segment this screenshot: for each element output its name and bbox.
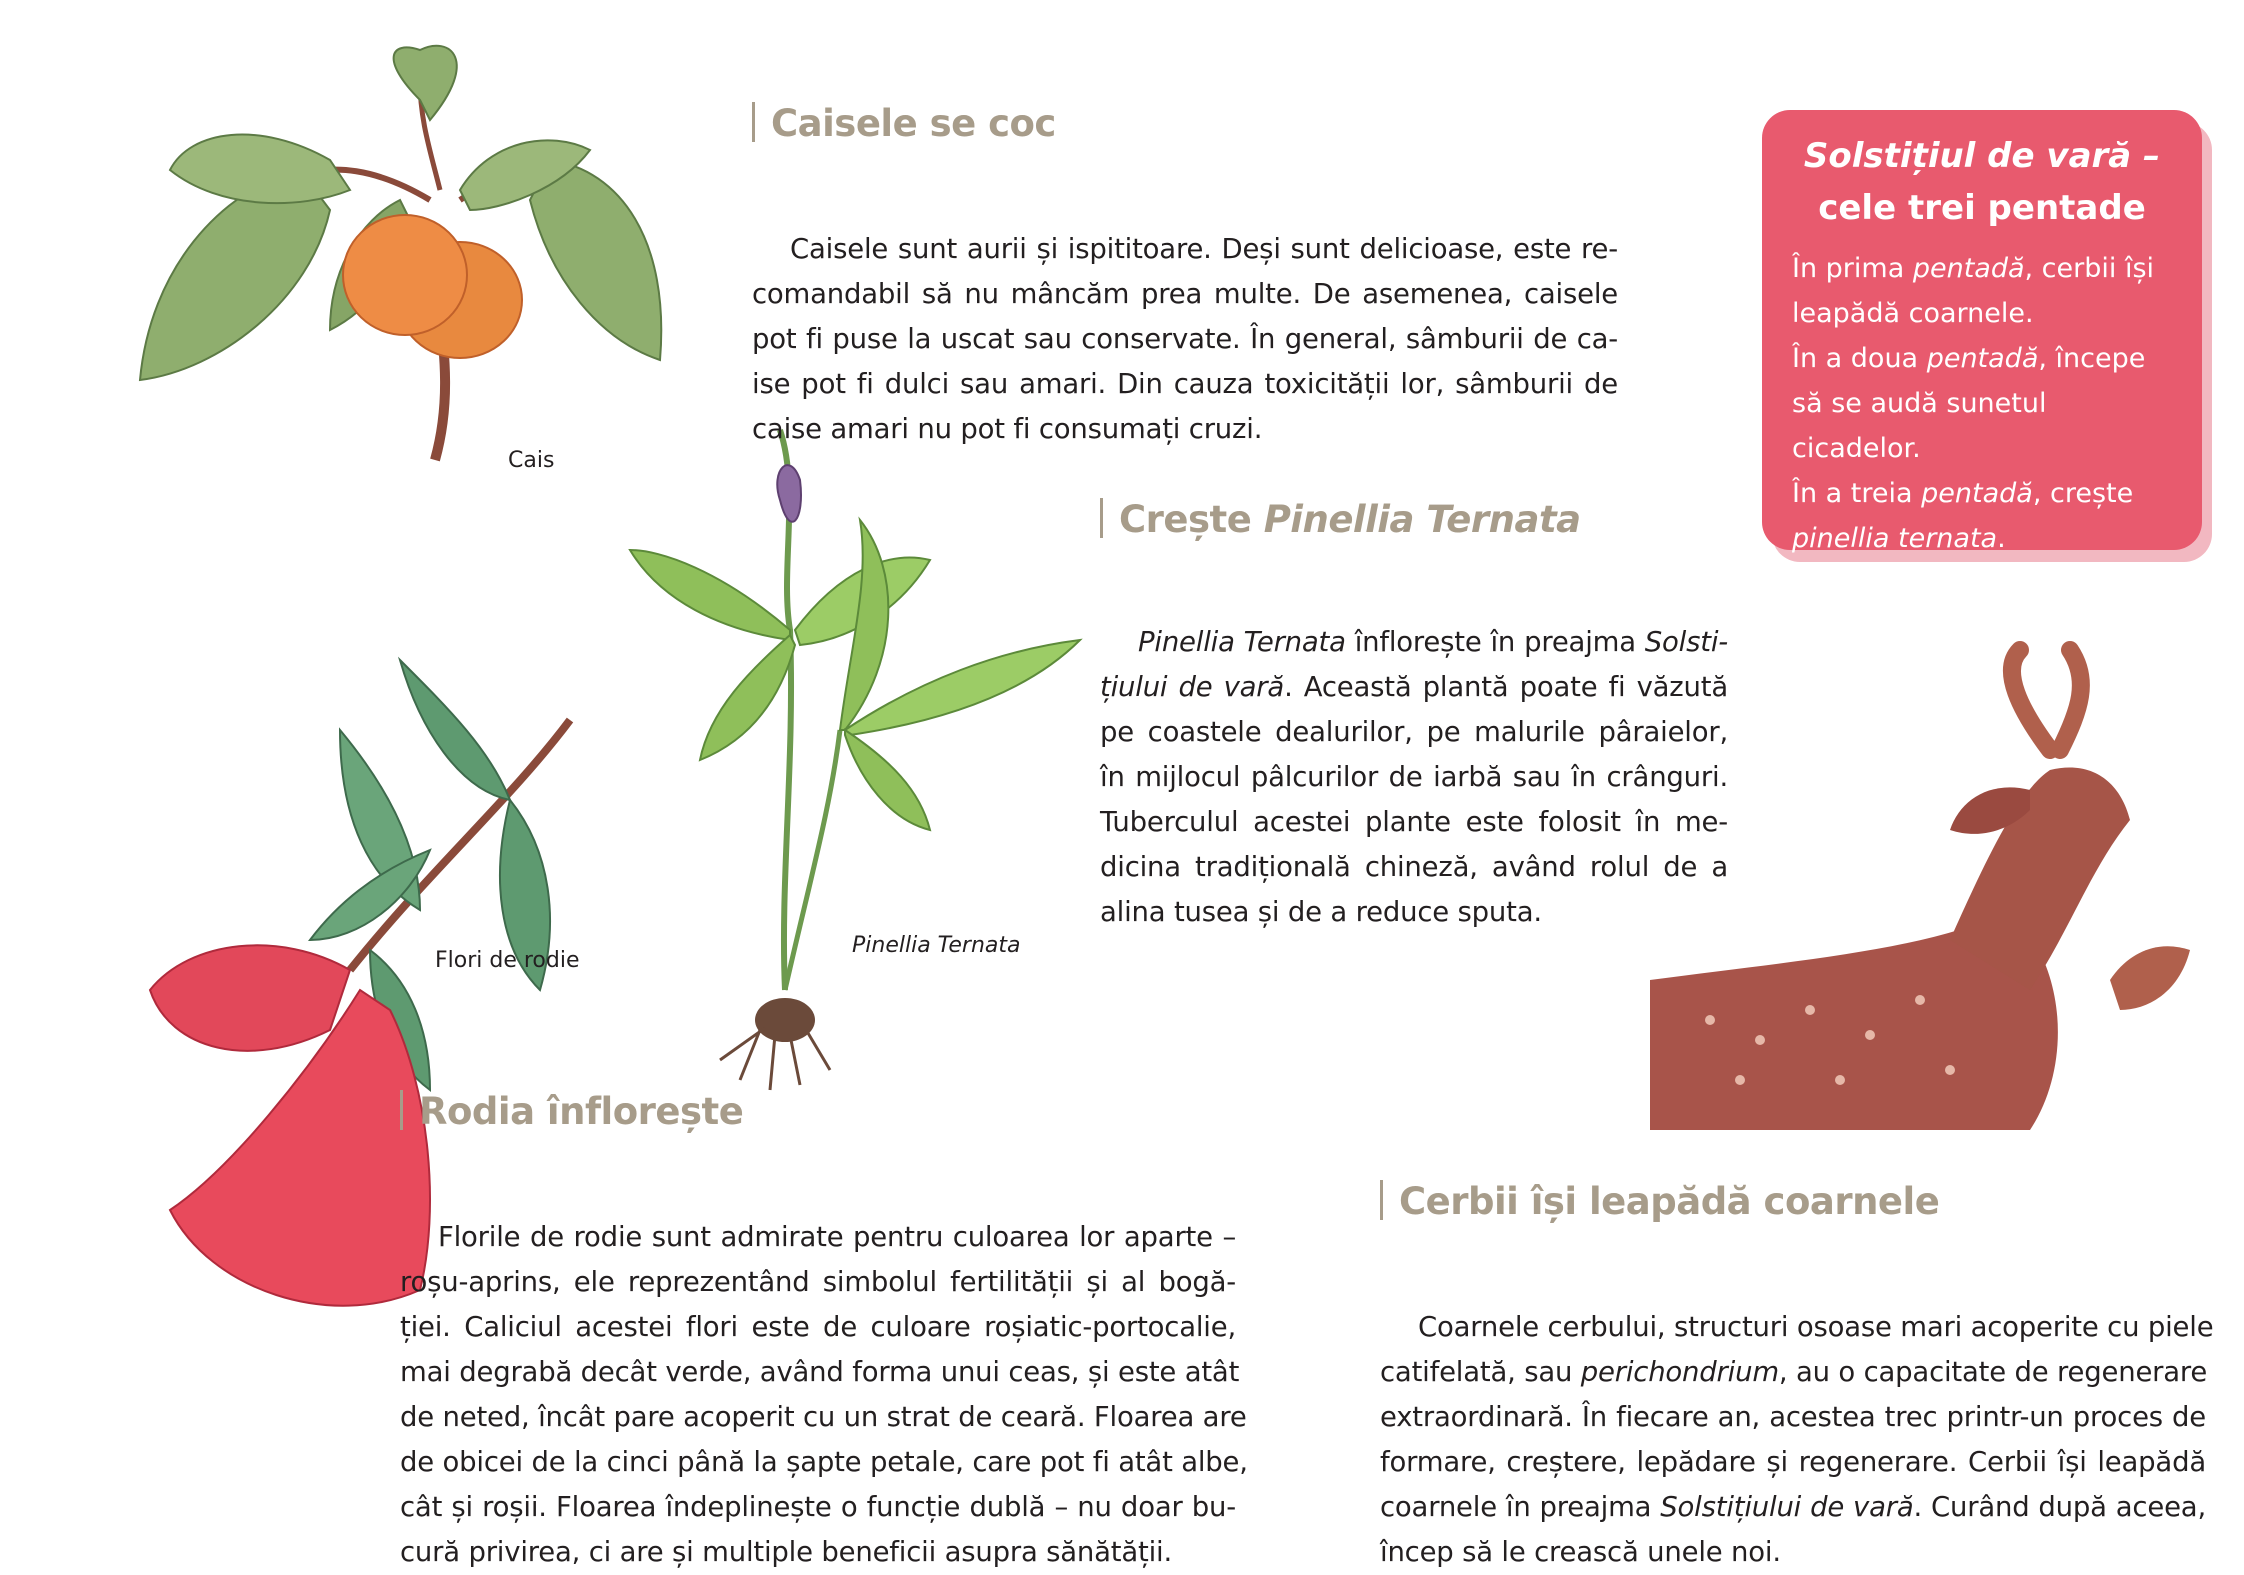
text-line: alina tusea și de a reduce sputa. [1100,896,1542,928]
text-span: , cerbii își leapădă coarnele. [1792,253,2155,329]
italic-term: pentadă [1921,478,2033,509]
text-line: Florile de rodie sunt admirate pentru culoarea lor aparte – [438,1221,1236,1253]
heading-bar [400,1090,403,1130]
text-span: . Această plantă poate fi văzută [1284,671,1729,703]
text-line: în mijlocul pâlcurilor de iarbă sau în crânguri. [1100,761,1728,793]
italic-term: Pinellia Ternata [1138,626,1346,658]
text-span: , au o capacitate de regenerare [1778,1356,2208,1388]
pomegranate-caption: Flori de rodie [435,948,580,973]
deer-illustration [1650,650,2210,1130]
text-line: pe coastele dealurilor, pe malurile pâraielor, [1100,716,1728,748]
italic-term: țiului de vară [1100,671,1285,703]
text-line: Caisele sunt aurii și ispititoare. Deși sunt delicioase, este re- [790,233,1618,265]
italic-term: perichondrium [1580,1356,1779,1388]
italic-term: pentadă [1926,343,2039,374]
text-line [1380,1485,2206,1530]
text-line: caise amari nu pot fi consumați cruzi. [752,413,1263,445]
text-line: comandabil să nu mâncăm prea multe. De asemenea, caisele [752,278,1618,310]
italic-term: pentadă [1912,253,2025,284]
deer-heading-text: Cerbii își leapădă coarnele [1399,1180,1940,1223]
apricot-heading-text: Caisele se coc [771,102,1056,145]
text-line: mai degrabă decât verde, având forma unui ceas, și este atât [400,1356,1240,1388]
text-line: cură privirea, ci are și multiple beneficii asupra sănătății. [400,1536,1173,1568]
text-span: . Curând după aceea, [1913,1491,2206,1523]
heading-bar [1100,498,1103,538]
pinellia-heading-italic: Pinellia Ternata [1263,498,1581,541]
text-line: cât și roșii. Floarea îndeplinește o funcție dublă – nu doar bu- [400,1491,1236,1523]
sidebox-pentade-2 [1792,336,2172,471]
pinellia-heading-prefix: Crește [1119,498,1264,541]
text-span: , crește [2032,478,2134,509]
text-span: În prima [1792,253,1913,284]
sidebox-pentade-1 [1792,246,2172,336]
text-line: extraordinară. În fiecare an, acestea trec printr-un proces de [1380,1401,2206,1433]
solstice-sidebox [1762,110,2202,554]
text-line: roșu-aprins, ele reprezentând simbolul fertilității și al bogă- [400,1266,1236,1298]
text-line: ise pot fi dulci sau amari. Din cauza toxicității lor, sâmburii de [752,368,1618,400]
sidebox-title-line2: cele trei pentade [1818,188,2146,228]
italic-term: pinellia ternata [1792,523,1998,554]
text-line [1100,665,1728,710]
sidebox-text [1762,234,2202,561]
text-span: În a doua [1792,343,1927,374]
deer-heading [1380,1180,1939,1223]
text-line [1380,1350,2206,1395]
text-span: , începe să se audă sunetul cicadelor. [1792,343,2146,464]
text-span: înflorește în preajma [1345,626,1645,658]
text-span: În a treia [1792,478,1922,509]
text-span: catifelată, sau [1380,1356,1581,1388]
pinellia-illustration [600,430,1120,1090]
text-line: pot fi puse la uscat sau conservate. În general, sâmburii de ca- [752,323,1618,355]
text-line: încep să le crească unele noi. [1380,1536,1781,1568]
text-span: coarnele în preajma [1380,1491,1661,1523]
text-line: ției. Caliciul acestei flori este de culoare roșiatic-portocalie, [400,1311,1236,1343]
heading-bar [752,102,755,142]
sidebox-pentade-3 [1792,471,2172,561]
pomegranate-heading-text: Rodia înflorește [419,1090,744,1133]
italic-term: Solsti- [1644,626,1728,658]
text-line: dicina tradițională chineză, având rolul de a [1100,851,1728,883]
heading-bar [1380,1180,1383,1220]
apricot-heading [752,102,1056,145]
apricot-caption: Cais [508,448,555,473]
pinellia-text [1100,620,1728,935]
text-line: de obicei de la cinci până la șapte petale, care pot fi atât albe, [400,1446,1248,1478]
text-span: . [1997,523,2006,554]
text-line: Coarnele cerbului, structuri osoase mari acoperite cu piele [1418,1311,2214,1343]
pomegranate-heading [400,1090,743,1133]
italic-term: Solstițiului de vară [1660,1491,1914,1523]
deer-text [1380,1305,2214,1575]
pomegranate-text [400,1215,1248,1575]
pinellia-caption: Pinellia Ternata [852,933,1021,958]
sidebox-title [1762,110,2202,234]
text-line: de neted, încât pare acoperit cu un strat de ceară. Floarea are [400,1401,1247,1433]
text-line [1100,620,1728,665]
text-line: Tuberculul acestei plante este folosit în me- [1100,806,1728,838]
text-line: formare, creștere, lepădare și regenerare. Cerbii își leapădă [1380,1446,2206,1478]
apricot-text [752,227,1618,452]
sidebox-title-line1: Solstițiul de vară – [1803,136,2161,176]
pinellia-heading [1100,498,1581,541]
